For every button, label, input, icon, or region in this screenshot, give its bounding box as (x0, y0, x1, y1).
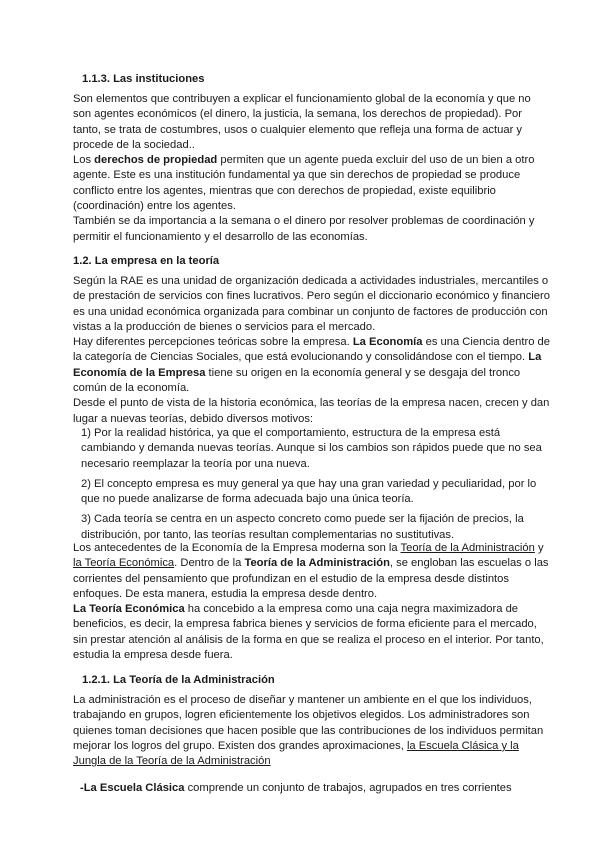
heading-1-1-3: 1.1.3. Las instituciones (82, 73, 205, 85)
paragraph: También se da importancia a la semana o el dinero por resolver problemas de coordinación y permitir el funcionamiento y el desarrollo de las economías. (73, 215, 535, 243)
paragraph: Según la RAE es una unidad de organización dedicada a actividades industriales, mercantiles o de prestación de servicios con fines lucrativos. Pero según el diccionario económico y financiero es una unidad económica organizada para combinar un conjunto de factores de producción con vistas a la producción de bienes o servicios para el mercado. (73, 275, 550, 333)
section-empresa-teoria (73, 274, 551, 427)
numbered-list (73, 426, 551, 543)
link-teoria-economica[interactable]: la Teoría Económica (73, 557, 175, 570)
bold-term: La Economía (352, 336, 423, 349)
bold-term: -La Escuela Clásica (80, 782, 185, 794)
paragraph: La Teoría Económica ha concebido a la empresa como una caja negra maximizadora de beneficios, es decir, la empresa fabrica bienes y servicios de forma eficiente para el mercado, sin prestar atención al análisis de la forma en que se realiza el proceso en el interior. Por tanto, estudia la empresa desde fuera. (73, 603, 544, 662)
section-teoria-administracion (73, 693, 551, 769)
list-item: 2) El concepto empresa es muy general ya que hay una gran variedad y peculiaridad, por lo que no puede analizarse de forma adecuada bajo una única teoría. (81, 477, 537, 506)
link-escuela-clasica[interactable]: la Escuela Clásica y l (406, 739, 513, 752)
heading-1-2-1: 1.2.1. La Teoría de la Administración (82, 674, 275, 686)
paragraph: Desde el punto de vista de la historia económica, las teorías de la empresa nacen, crecen y dan lugar a nuevas teorías, debido diversos motivos: (73, 397, 550, 425)
section-instituciones (73, 92, 551, 245)
list-item: 1) Por la realidad histórica, ya que el comportamiento, estructura de la empresa está cambiando y demanda nuevas teorías. Aunque si los cambios son rápidos puede que no sea necesario reemplazar la teoría por una nueva. (81, 427, 542, 470)
link-teoria-administracion[interactable]: Teoría de la Administración (400, 542, 535, 554)
paragraph: Los derechos de propiedad permiten que un agente pueda excluir del uso de un bien a otro agente. Este es una institución fundamental ya que sin derechos de propiedad se produce conflicto entre los agentes, mientras que con derechos de propiedad, existe equilibrio (coordinación) entre los agentes. (73, 154, 535, 213)
paragraph: Son elementos que contribuyen a explicar el funcionamiento global de la economía y que no son agentes económicos (el dinero, la justicia, la semana, los derechos de propiedad). Por tanto, se trata de costumbres, usos o cualquier elemento que refleja una forma de actuar y procede de la sociedad.. (73, 93, 531, 151)
paragraph: Los antecedentes de la Economía de la Empresa moderna son la Teoría de la Administración y la Teoría Económica. Dentro de la Teoría de la Administración, se engloban las escuelas o las corrientes del pensamiento que profundizan en el estudio de la empresa desde distintos enfoques. De esta manera, estudia la empresa desde dentro. (73, 542, 549, 600)
bold-term: La Teoría Económica (73, 603, 185, 616)
paragraph: Hay diferentes percepciones teóricas sobre la empresa. La Economía es una Ciencia dentro de la categoría de Ciencias Sociales, que está evolucionando y consolidándose con el tiempo. La Economía de la Empresa tiene su origen en la economía general y se desgaja del tronco común de la economía. (73, 336, 550, 395)
heading-1-2: 1.2. La empresa en la teoría (73, 255, 220, 267)
paragraph: -La Escuela Clásica comprende un conjunto de trabajos, agrupados en tres corrientes (80, 782, 512, 794)
section-antecedentes (73, 541, 551, 663)
section-escuela-clasica (80, 781, 558, 796)
list-item: 3) Cada teoría se centra en un aspecto concreto como puede ser la fijación de precios, la distribución, por tanto, las teorías resultan complementarias no sustitutivas. (81, 513, 524, 541)
paragraph: La administración es el proceso de diseñar y mantener un ambiente en el que los individuos, trabajando en grupos, logren eficientemente los objetivos elegidos. Los administradores son quienes toman decisiones que hacen posible que las contribuciones de los individuos permitan mejorar los logros del grupo. Existen dos grandes aproximaciones, la Escuela Clásica y la Jungla de la Teoría de la Administración (73, 694, 544, 768)
bold-term: derechos de propiedad (94, 154, 218, 167)
bold-term: Teoría de la Administración (244, 557, 390, 570)
bold-term: La Economía de la Empresa (73, 351, 542, 379)
link-jungla-teoria[interactable]: a Jungla de la Teoría de la Administración (73, 739, 519, 768)
